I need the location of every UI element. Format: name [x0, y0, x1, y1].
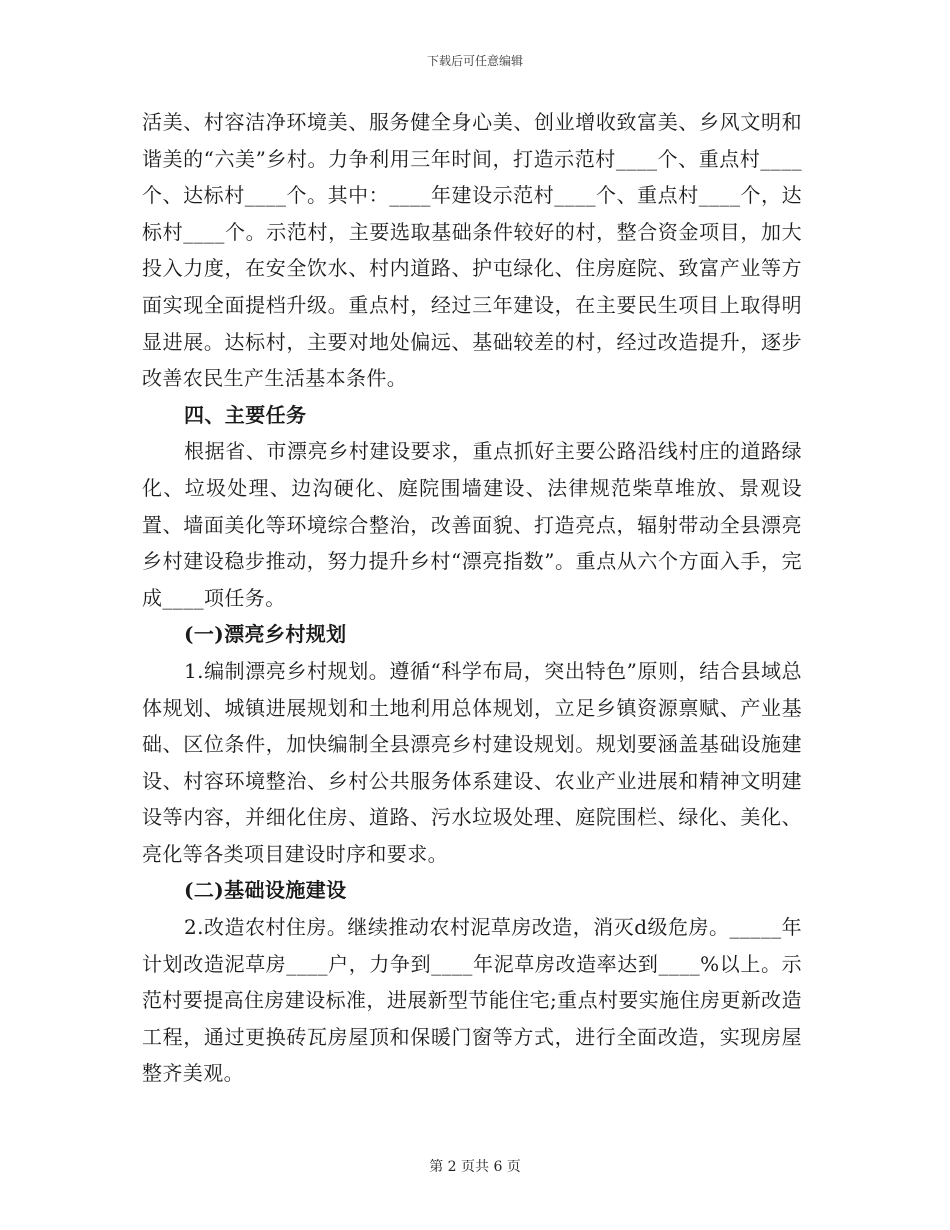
- subheading-infrastructure: (二)基础设施建设: [184, 878, 347, 903]
- page-header: 下载后可任意编辑: [426, 54, 523, 68]
- page-footer: 第 2 页共 6 页: [429, 1159, 521, 1175]
- paragraph-planning: 1.编制漂亮乡村规划。遵循“科学布局，突出特色”原则，结合县域总体规划、城镇进展规划和土地利用总体规划，立足乡镇资源禀赋、产业基础、区位条件，加快编制全县漂亮乡村建设规划。规划要涵盖基础设施建设、村容环境整治、乡村公共服务体系建设、农业产业进展和精神文明建设等内容，并细化住房、道路、污水垃圾处理、庭院围栏、绿化、美化、亮化等各类项目建设时序和要求。: [142, 658, 802, 866]
- subheading-village-planning: (一)漂亮乡村规划: [184, 622, 347, 647]
- paragraph-intro: 活美、村容洁净环境美、服务健全身心美、创业增收致富美、乡风文明和谐美的“六美”乡村。力争利用三年时间，打造示范村____个、重点村____个、达标村____个。其中：____年建设示范村____个、重点村____个，达标村____个。示范村，主要选取基础条件较好的村，整合资金项目，加大投入力度，在安全饮水、村内道路、护屯绿化、住房庭院、致富产业等方面实现全面提档升级。重点村，经过三年建设，在主要民生项目上取得明显进展。达标村，主要对地处偏远、基础较差的村，经过改造提升，逐步改善农民生产生活基本条件。: [142, 110, 802, 391]
- section-heading-main-tasks: 四、主要任务: [184, 402, 307, 427]
- paragraph-housing: 2.改造农村住房。继续推动农村泥草房改造，消灭d级危房。_____年计划改造泥草房____户，力争到____年泥草房改造率达到____%以上。示范村要提高住房建设标准，进展新型节能住宅;重点村要实施住房更新改造工程，通过更换砖瓦房屋顶和保暖门窗等方式，进行全面改造，实现房屋整齐美观。: [142, 915, 802, 1086]
- paragraph-main-tasks: 根据省、市漂亮乡村建设要求，重点抓好主要公路沿线村庄的道路绿化、垃圾处理、边沟硬化、庭院围墙建设、法律规范柴草堆放、景观设置、墙面美化等环境综合整治，改善面貌、打造亮点，辐射带动全县漂亮乡村建设稳步推动，努力提升乡村“漂亮指数”。重点从六个方面入手，完成____项任务。: [142, 439, 802, 610]
- document-body: [142, 104, 802, 1092]
